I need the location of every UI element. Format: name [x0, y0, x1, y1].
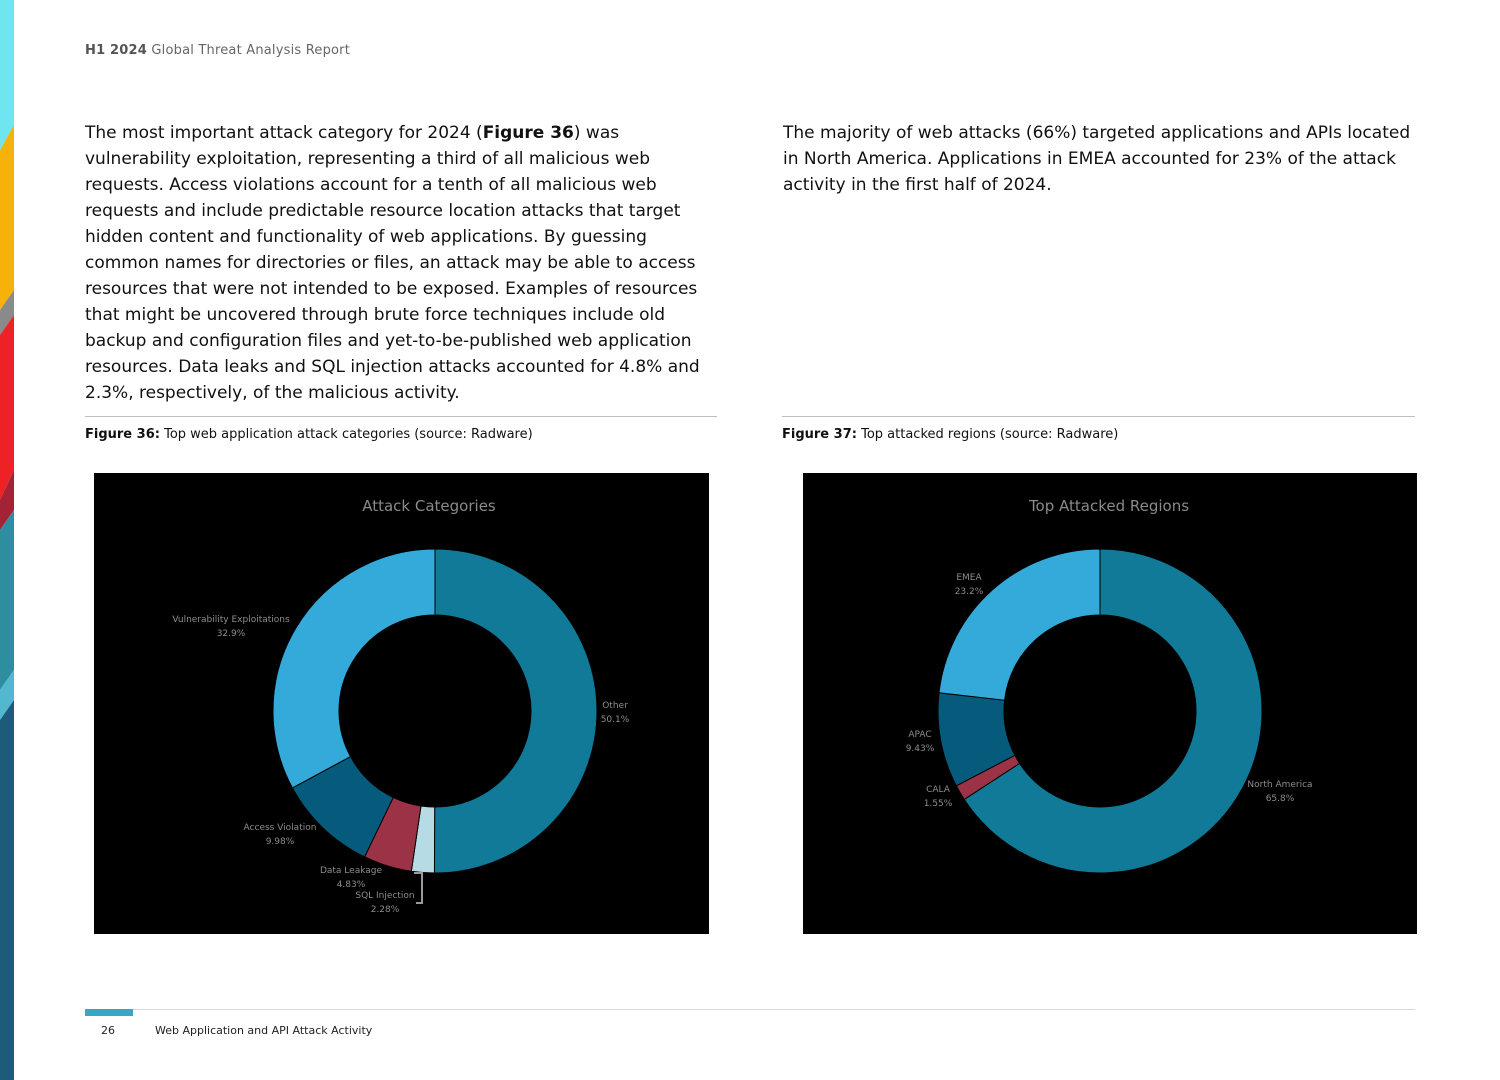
caption-text: Top web application attack categories (source: Radware)	[164, 427, 533, 442]
slice-value-data-leakage: 4.83%	[336, 880, 366, 890]
paragraph-text: ) was vulnerability exploitation, representing a third of all malicious web requests. Access violations account for a tenth of all malicious web requests and include predictable resource location attacks that target hidden content and functionality of web applications. By guessing common names for directories or files, an attack may be able to access resources that were not intended to be exposed. Examples of resources that might be uncovered through brute force techniques include old backup and configuration files and yet-to-be-published web application resources. Data leaks and SQL injection attacks accounted for 4.8% and 2.3%, respectively, of the malicious activity.	[85, 123, 700, 403]
page-number: 26	[101, 1024, 115, 1037]
report-header-year: H1 2024	[85, 43, 148, 58]
slice-value-north-america: 65.8%	[1265, 794, 1295, 804]
chart-title: Attack Categories	[362, 497, 496, 515]
divider	[782, 416, 1415, 417]
chart-title: Top Attacked Regions	[1028, 497, 1190, 515]
slice-label-emea: EMEA	[956, 573, 982, 583]
regions-paragraph: The majority of web attacks (66%) targeted applications and APIs located in North America. Applications in EMEA accounted for 23% of the attack activity in the first half of 2024.	[783, 123, 1411, 195]
slice-value-vulnerability-exploitations: 32.9%	[216, 629, 246, 639]
attack-categories-donut	[94, 473, 709, 934]
footer-divider	[133, 1009, 1415, 1010]
slice-other	[434, 549, 597, 873]
report-header-title: Global Threat Analysis Report	[151, 43, 351, 58]
slice-value-other: 50.1%	[600, 715, 630, 725]
divider	[85, 416, 717, 417]
slice-label-apac: APAC	[908, 730, 932, 740]
slice-value-sql-injection: 2.28%	[370, 905, 400, 915]
attack-categories-paragraph	[85, 120, 717, 406]
footer-section-title: Web Application and API Attack Activity	[155, 1024, 373, 1037]
paragraph-text: The most important attack category for 2024 (	[85, 123, 483, 143]
slice-emea	[939, 549, 1100, 700]
slice-label-other: Other	[602, 701, 628, 711]
slice-vulnerability-exploitations	[273, 549, 435, 788]
slice-label-data-leakage: Data Leakage	[319, 866, 383, 876]
slice-value-emea: 23.2%	[954, 587, 984, 597]
slice-label-vulnerability-exploitations: Vulnerability Exploitations	[172, 615, 290, 625]
slice-label-sql-injection: SQL Injection	[355, 891, 415, 901]
slice-label-north-america: North America	[1247, 780, 1313, 790]
decorative-color-stripe	[0, 0, 14, 1080]
footer-accent-bar	[85, 1009, 133, 1016]
figure-37-caption	[782, 427, 1118, 442]
report-header	[85, 43, 350, 58]
slice-value-cala: 1.55%	[923, 799, 953, 809]
caption-lead: Figure 37:	[782, 427, 857, 442]
top-attacked-regions-donut	[803, 473, 1417, 934]
caption-text: Top attacked regions (source: Radware)	[861, 427, 1119, 442]
figure-reference: Figure 36	[482, 123, 574, 143]
leader-line	[414, 873, 422, 903]
slice-value-access-violation: 9.98%	[265, 837, 295, 847]
slice-value-apac: 9.43%	[905, 744, 935, 754]
caption-lead: Figure 36:	[85, 427, 160, 442]
top-attacked-regions-chart	[803, 473, 1417, 934]
slice-label-cala: CALA	[926, 785, 950, 795]
slice-label-access-violation: Access Violation	[243, 823, 317, 833]
attack-categories-chart	[94, 473, 709, 934]
figure-36-caption	[85, 427, 533, 442]
